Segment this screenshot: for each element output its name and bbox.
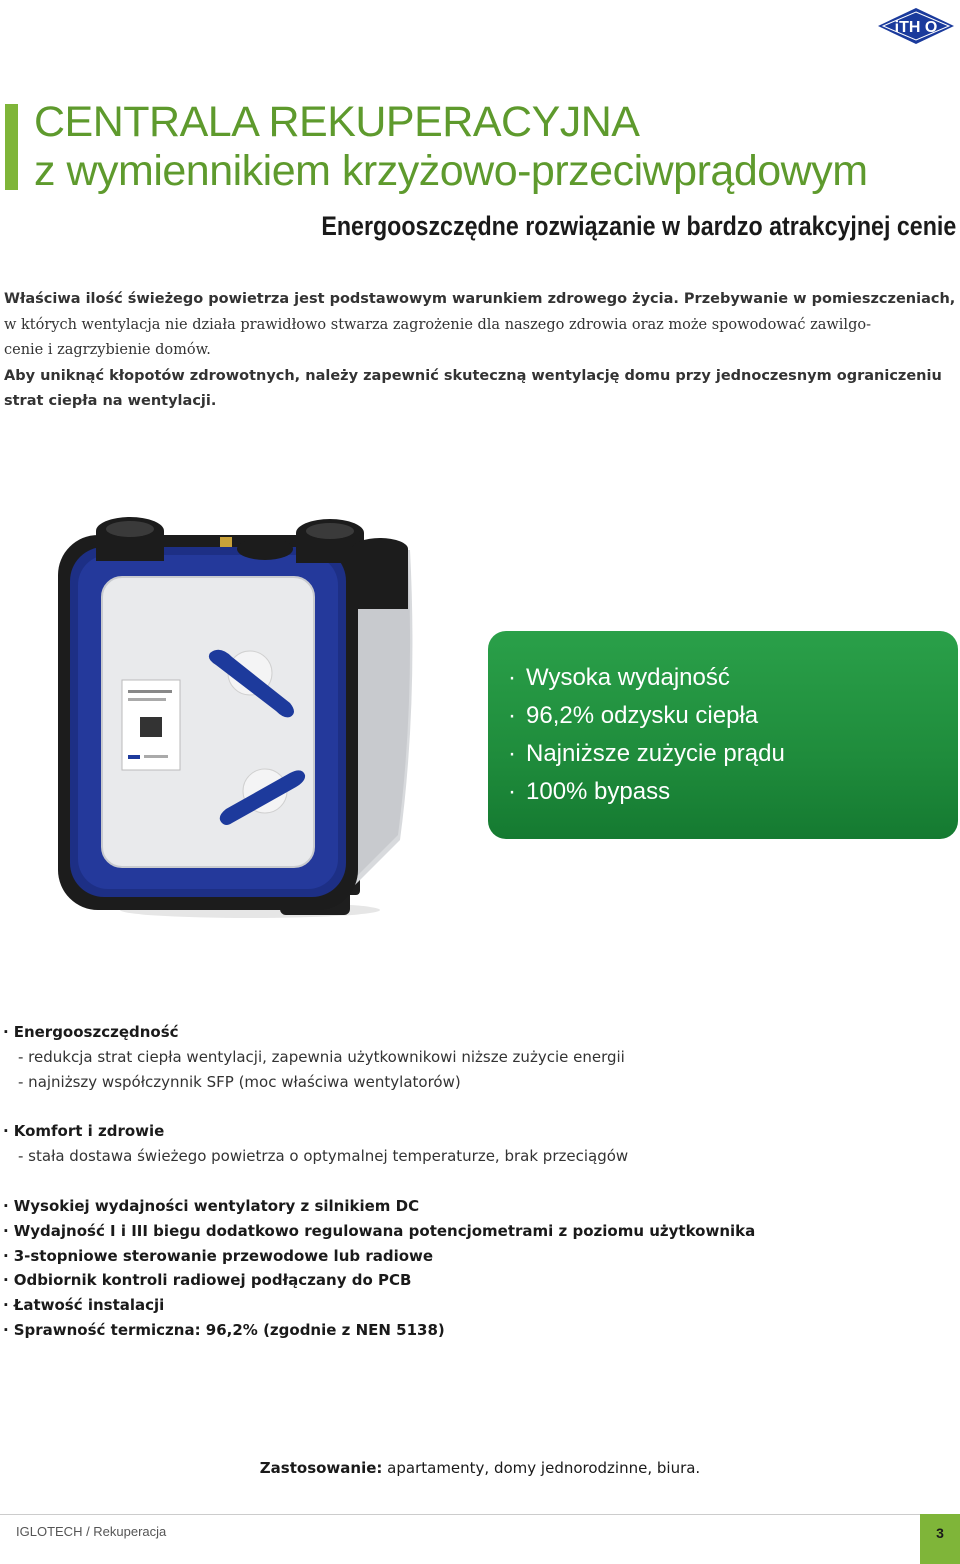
bullet-icon: ·	[508, 664, 516, 691]
page-number: 3	[920, 1514, 960, 1564]
feature-item: · Odbiornik kontroli radiowej podłączany do PCB	[3, 1271, 412, 1290]
highlight-item-label: 96,2% odzysku ciepła	[526, 702, 759, 729]
bullet-icon: ·	[3, 1296, 9, 1315]
bullet-icon: ·	[3, 1023, 9, 1041]
highlight-item-label: Wysoka wydajność	[526, 664, 730, 691]
intro-paragraph	[4, 287, 958, 415]
bullet-icon: ·	[508, 740, 516, 767]
highlight-item	[508, 697, 958, 735]
highlights-list	[488, 631, 958, 811]
feature-heading-comfort: · Komfort i zdrowie	[3, 1122, 165, 1141]
intro-line1-rest: Przebywanie w pomieszczeniach,	[678, 291, 956, 307]
title-accent-bar	[5, 104, 18, 190]
spacer	[3, 1169, 903, 1194]
highlight-item-label: 100% bypass	[526, 778, 671, 805]
intro-line4: Aby uniknąć kłopotów zdrowotnych, należy zapewnić skuteczną wentylację domu przy jednoczesnym ograniczeniu	[4, 367, 942, 384]
bullet-icon: ·	[3, 1122, 9, 1141]
page-subtitle: Energooszczędne rozwiązanie w bardzo atrakcyjnej cenie	[321, 211, 956, 241]
page-title-line2: z wymiennikiem krzyżowo-przeciwprądowym	[34, 147, 868, 195]
feature-subitem: - stała dostawa świeżego powietrza o optymalnej temperaturze, brak przeciągów	[18, 1147, 629, 1166]
intro-line2: w których wentylacja nie działa prawidłowo stwarza zagrożenie dla naszego zdrowia oraz może spowodować zawilgo-	[4, 316, 871, 333]
page-title: CENTRALA REKUPERACYJNA	[34, 98, 640, 146]
feature-item: · 3-stopniowe sterowanie przewodowe lub radiowe	[3, 1246, 434, 1265]
feature-item: · Wysokiej wydajności wentylatory z silnikiem DC	[3, 1196, 420, 1215]
feature-item: · Sprawność termiczna: 96,2% (zgodnie z NEN 5138)	[3, 1320, 445, 1339]
application-line	[0, 1459, 960, 1477]
highlight-item	[508, 773, 958, 811]
bullet-icon: ·	[3, 1246, 9, 1265]
highlight-item-label: Najniższe zużycie prądu	[526, 740, 785, 767]
bullet-icon: ·	[508, 702, 516, 729]
bullet-icon: ·	[3, 1320, 9, 1339]
spacer	[3, 1094, 903, 1119]
feature-heading-energy: · Energooszczędność	[3, 1023, 179, 1041]
footer-text: IGLOTECH / Rekuperacja	[16, 1524, 167, 1539]
highlight-item	[508, 659, 958, 697]
application-label: Zastosowanie:	[259, 1459, 383, 1477]
bullet-icon: ·	[3, 1271, 9, 1290]
intro-line5: strat ciepła na wentylacji.	[4, 393, 217, 409]
itho-logo	[876, 6, 956, 46]
intro-line1	[4, 287, 958, 313]
features-list	[3, 1020, 903, 1343]
heat-recovery-unit-image	[40, 505, 460, 925]
bullet-icon: ·	[3, 1221, 9, 1240]
feature-item: · Łatwość instalacji	[3, 1296, 165, 1315]
bullet-icon: ·	[3, 1196, 9, 1215]
footer-divider	[0, 1514, 920, 1515]
intro-line3: cenie i zagrzybienie domów.	[4, 342, 211, 358]
feature-item: · Wydajność I i III biegu dodatkowo regulowana potencjometrami z poziomu użytkownika	[3, 1221, 756, 1240]
highlight-item	[508, 735, 958, 773]
feature-subitem: - najniższy współczynnik SFP (moc właściwa wentylatorów)	[18, 1072, 461, 1091]
application-text: apartamenty, domy jednorodzinne, biura.	[382, 1459, 701, 1477]
bullet-icon: ·	[508, 778, 516, 805]
intro-line1-bold: Właściwa ilość świeżego powietrza jest podstawowym warunkiem zdrowego życia.	[4, 291, 679, 307]
highlights-box	[488, 631, 958, 839]
logo-text: iTH O	[894, 19, 938, 36]
feature-subitem: - redukcja strat ciepła wentylacji, zapewnia użytkownikowi niższe zużycie energii	[18, 1047, 625, 1066]
